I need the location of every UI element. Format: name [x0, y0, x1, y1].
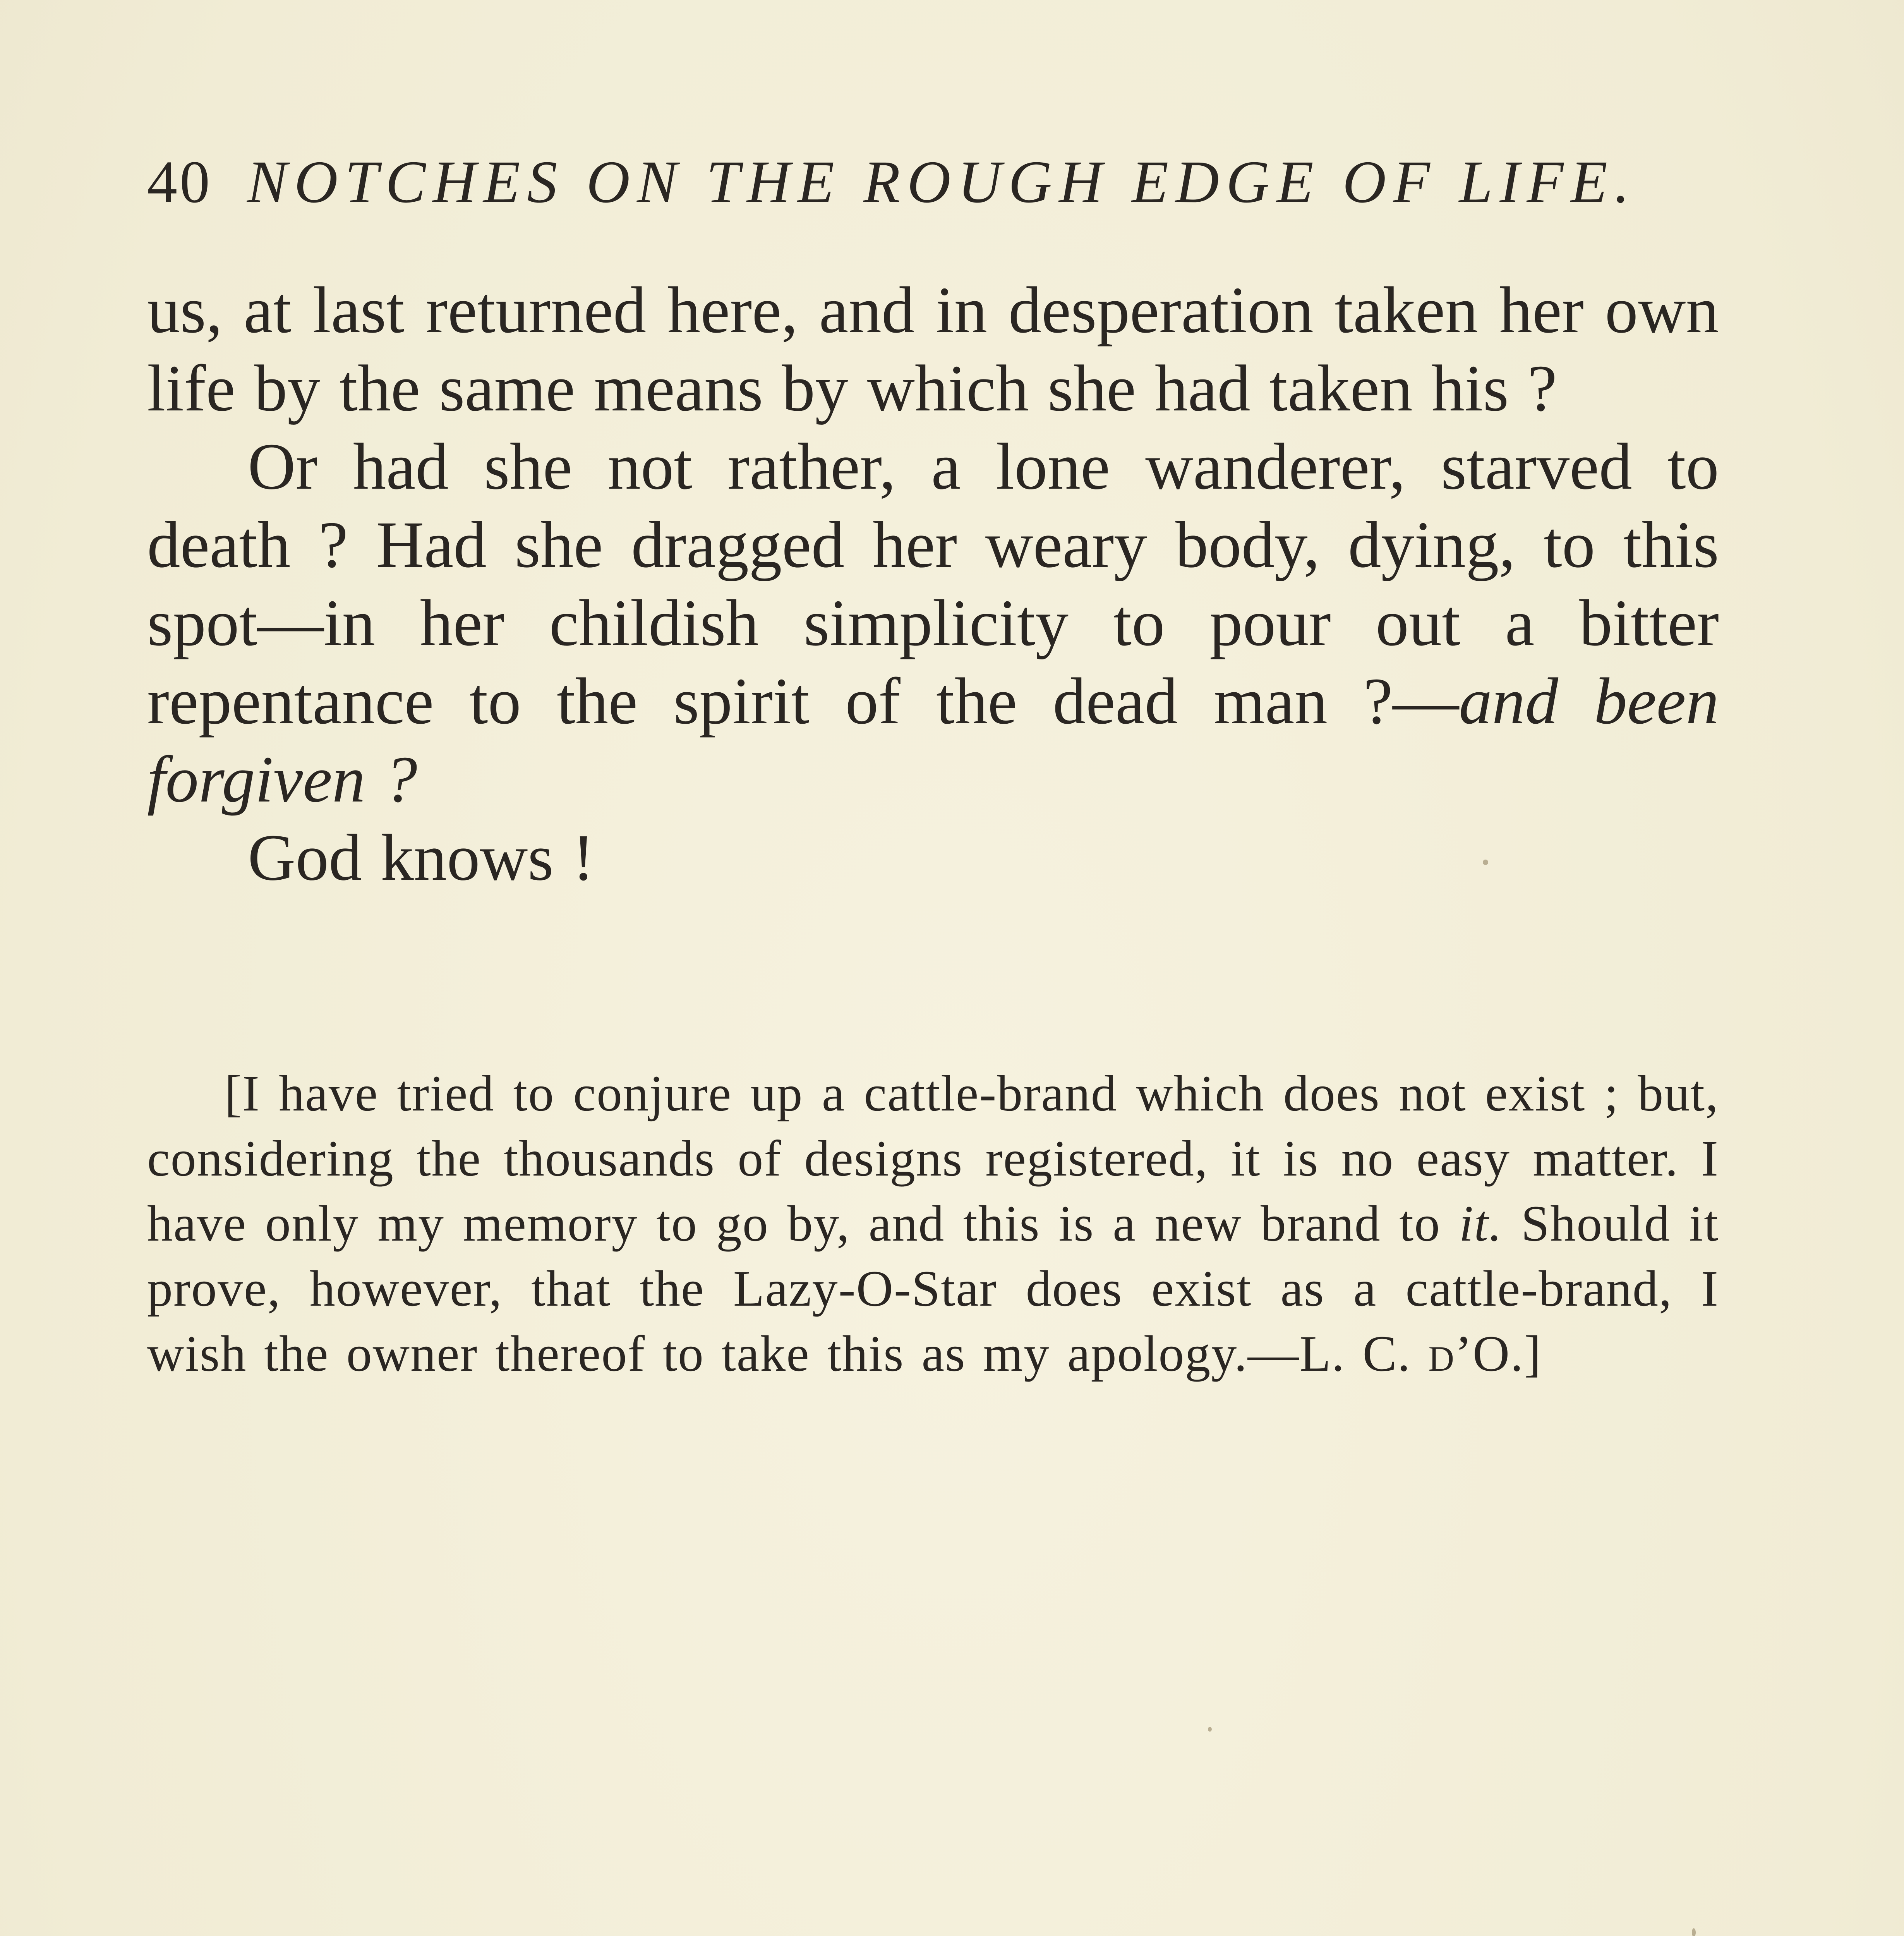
running-title: NOTCHES ON THE ROUGH EDGE OF LIFE.: [247, 148, 1636, 215]
author-note-smallcaps: d: [1428, 1325, 1455, 1382]
author-note-text-3: ’O.]: [1455, 1325, 1542, 1382]
paragraph-continuation: [147, 271, 1719, 427]
body-text: [147, 271, 1719, 897]
page-number: 40: [147, 148, 212, 215]
paragraph-closing-text: God knows !: [248, 821, 595, 894]
paragraph-question-text: Or had she not rather, a lone wanderer, starved to death ? Had she dragged her weary body, dying, to this spot—in her childish simplicity to pour out a bitter repentance to the spirit of the dead man ?—: [147, 430, 1719, 738]
paragraph-closing: [147, 819, 1719, 897]
author-note: [147, 1061, 1719, 1386]
paper-speck: [1483, 860, 1488, 865]
author-note-text-2: Should it prove, however, that the Lazy-O-Star does exist as a cattle-brand, I wish the owner thereof to take this as my apology.—L. C.: [147, 1195, 1719, 1382]
paper-speck: [1692, 1928, 1696, 1936]
paragraph-continuation-text: us, at last returned here, and in desperation taken her own life by the same means by which she had taken his ?: [147, 273, 1719, 425]
paper-speck: [1208, 1727, 1212, 1732]
author-note-paragraph: [147, 1061, 1719, 1386]
paragraph-question-italic: and been forgiven ?: [147, 664, 1719, 816]
paragraph-question: [147, 427, 1719, 819]
running-head: [147, 147, 1734, 232]
author-note-text-1: [I have tried to conjure up a cattle-brand which does not exist ; but, considering the thousands of designs registered, it is no easy matter. I have only my memory to go by, and this is a new brand to: [147, 1065, 1719, 1252]
author-note-italic: it.: [1459, 1195, 1503, 1252]
